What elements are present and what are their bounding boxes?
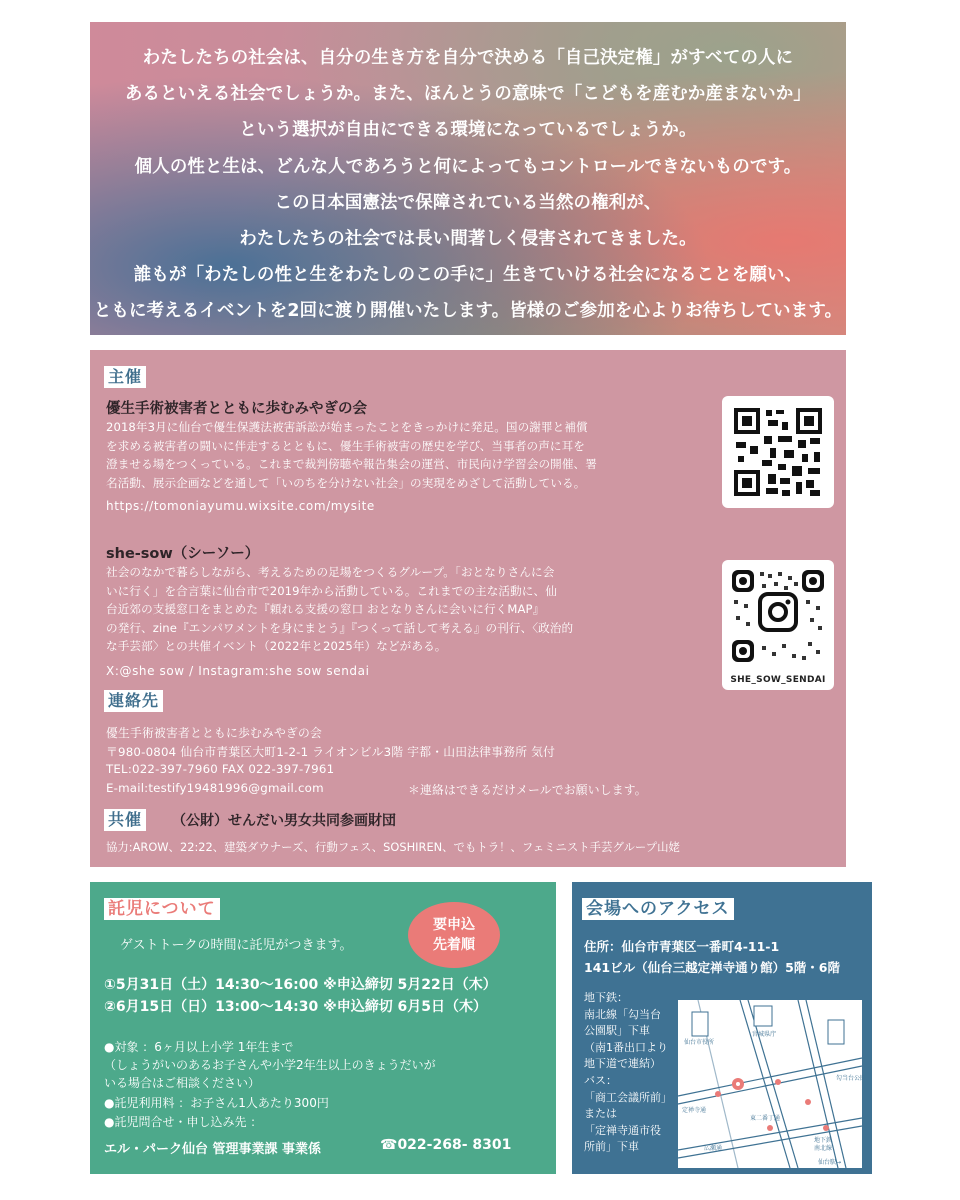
phone-number[interactable]: ☎022-268- 8301 <box>380 1137 512 1153</box>
address-line: 住所：仙台市青葉区一番町4-11-1 <box>584 939 780 954</box>
directions-line: 地下道で連結） <box>584 1057 661 1071</box>
intro-line: という選択が自由にできる環境になっているでしょうか。 <box>239 120 697 141</box>
contact-email[interactable]: E-mail:testify19481996@gmail.com <box>106 781 324 795</box>
directions-line: 「商工会議所前」 <box>584 1090 672 1104</box>
desc-line: いに行く」を合言葉に仙台市で2019年から活動している。これまでの主な活動に、仙 <box>106 583 557 598</box>
directions-line: 所前」下車 <box>584 1140 639 1154</box>
intro-line: この日本国憲法で保障されている当然の権利が、 <box>274 192 662 213</box>
intro-line: ともに考えるイベントを2回に渡り開催いたします。皆様のご参加を心よりお待ちしています。 <box>93 301 843 322</box>
group2-description <box>106 563 573 656</box>
group1-url[interactable]: https://tomoniayumu.wixsite.com/mysite <box>106 499 375 513</box>
childcare-intro: ゲストトークの時間に託児がつきます。 <box>120 938 353 953</box>
access-heading: 会場へのアクセス <box>582 898 734 920</box>
instagram-qr-icon <box>722 560 834 672</box>
qr-code-instagram[interactable] <box>722 560 834 690</box>
desc-line: 2018年3月に仙台で優生保護法被害訴訟が始まったことをきっかけに発足。国の謝罪と補償 <box>106 420 588 434</box>
desc-line: を求める被害者の闘いに伴走するとともに、優生手術被害の歴史を学び、当事者の声に耳を <box>106 438 585 453</box>
map-label-city-hall: 仙台市役所 <box>684 1039 715 1046</box>
intro-line: あるといえる社会でしょうか。また、ほんとうの意味で「こどもを産むか産まないか」 <box>124 84 812 105</box>
directions-line: または <box>584 1107 617 1121</box>
fee: ●託児利用料 ：お子さん1人あたり300円 <box>104 1096 329 1110</box>
inquiry: ●託児問合せ・申し込み先 ： <box>104 1115 263 1129</box>
directions-line: 「定禅寺通市役 <box>584 1123 661 1137</box>
target-note: （しょうがいのあるお子さんや小学2年生以上のきょうだいが <box>104 1058 436 1072</box>
directions-line: 南北線「勾当台 <box>584 1007 661 1021</box>
map-label-jozenji: 定禅寺通 <box>682 1107 707 1114</box>
cohost-heading: 共催 <box>104 809 146 831</box>
contact-org: 優生手術被害者とともに歩むみやぎの会 <box>106 726 322 740</box>
contact-heading: 連絡先 <box>104 690 163 712</box>
desc-line: 澄ませる場をつくっている。これまで裁判傍聴や報告集会の運営、市民向け学習会の開催、署 <box>106 457 597 472</box>
group1-name: 優生手術被害者とともに歩むみやぎの会 <box>106 401 367 417</box>
target-note: いる場合はご相談ください） <box>104 1076 261 1090</box>
qr-code-icon <box>722 396 834 508</box>
desc-line: 社会のなかで暮らしながら、考えるための足場をつくるグループ。「おとなりさんに会 <box>106 565 555 579</box>
contact-email-note: ＊連絡はできるだけメールでお願いします。 <box>408 783 647 797</box>
qr-code-website[interactable] <box>722 396 834 508</box>
group1-description <box>106 418 597 492</box>
map-label-subway: 地下鉄 <box>814 1137 833 1144</box>
access-map[interactable] <box>678 1000 867 1168</box>
directions-line: （南1番出口より <box>584 1040 668 1054</box>
intro-panel <box>90 22 846 335</box>
organizer-panel <box>90 350 846 867</box>
group2-name: she-sow（シーソー） <box>106 546 260 562</box>
intro-line: 個人の性と生は、どんな人であろうと何によってもコントロールできないものです。 <box>134 156 802 177</box>
address-line: 141ビル（仙台三越定禅寺通り館）5階・6階 <box>584 960 840 975</box>
map-label-sendai-station: 仙台駅→ <box>818 1159 842 1166</box>
badge-line: 要申込 <box>433 917 475 933</box>
desc-line: な手芸部〉との共催イベント（2022年と2025年）などがある。 <box>106 639 447 654</box>
qr-label: SHE_SOW_SENDAI <box>730 675 826 685</box>
target: ●対象 ：6ヶ月以上小学 1年生まで <box>104 1040 294 1054</box>
directions-line: バス： <box>584 1073 617 1087</box>
map-label-koto: 勾当台公園 <box>836 1075 867 1082</box>
group2-sns: X:@she sow / Instagram:she sow sendai <box>106 664 370 678</box>
map-label-hirose: 広瀬通 <box>704 1145 723 1152</box>
desc-line: 名活動、展示企画などを通して「いのちを分けない社会」の実現をめざして活動している。 <box>106 475 586 490</box>
desc-line: 台近郊の支援窓口をまとめた『頼れる支援の窓口 おとなりさんに会いに行くMAP』 <box>106 602 545 617</box>
organizer-heading: 主催 <box>104 366 146 388</box>
application-required-badge <box>408 902 500 968</box>
contact-name: エル・パーク仙台 管理事業課 事業係 <box>104 1142 322 1157</box>
childcare-heading: 託児について <box>104 898 220 920</box>
access-panel <box>572 882 872 1174</box>
intro-line: 誰もが「わたしの性と生をわたしのこの手に」生きていける社会になることを願い、 <box>133 265 803 286</box>
contact-address: 〒980-0804 仙台市青葉区大町1-2-1 ライオンビル3階 宇都・山田法律事務所 気付 <box>106 745 556 759</box>
badge-line: 先着順 <box>433 937 475 953</box>
map-label-pref-office: 宮城県庁 <box>752 1031 777 1038</box>
desc-line: の発行、zine『エンパワメントを身にまとう』『つくって話して考える』の刊行、〈政治的 <box>106 620 574 635</box>
directions-line: 地下鉄： <box>584 991 628 1004</box>
directions <box>584 990 672 1156</box>
map-icon <box>678 1000 867 1168</box>
childcare-panel <box>90 882 556 1174</box>
cohost-name: （公財）せんだい男女共同参画財団 <box>172 813 396 829</box>
intro-line: わたしたちの社会は、自分の生き方を自分で決める「自己決定権」がすべての人に <box>142 48 794 68</box>
contact-phone: TEL:022-397-7960 FAX 022-397-7961 <box>106 762 335 776</box>
session-1: ①5月31日（土）14:30〜16:00 ※申込締切 5月22日（木） <box>104 977 497 993</box>
intro-line: わたしたちの社会では長い間著しく侵害されてきました。 <box>239 229 697 250</box>
map-label-line: 南北線 <box>814 1145 833 1152</box>
map-label-higashi: 東二番丁通 <box>750 1115 781 1122</box>
directions-line: 公園駅」下車 <box>584 1024 650 1038</box>
session-2: ②6月15日（日）13:00〜14:30 ※申込締切 6月5日（木） <box>104 999 488 1015</box>
cooperation-list: 協力:AROW、22:22、建築ダウナーズ、行動フェス、SOSHIREN、でもトラ！、フェミニスト手芸グループ山姥 <box>106 840 680 854</box>
